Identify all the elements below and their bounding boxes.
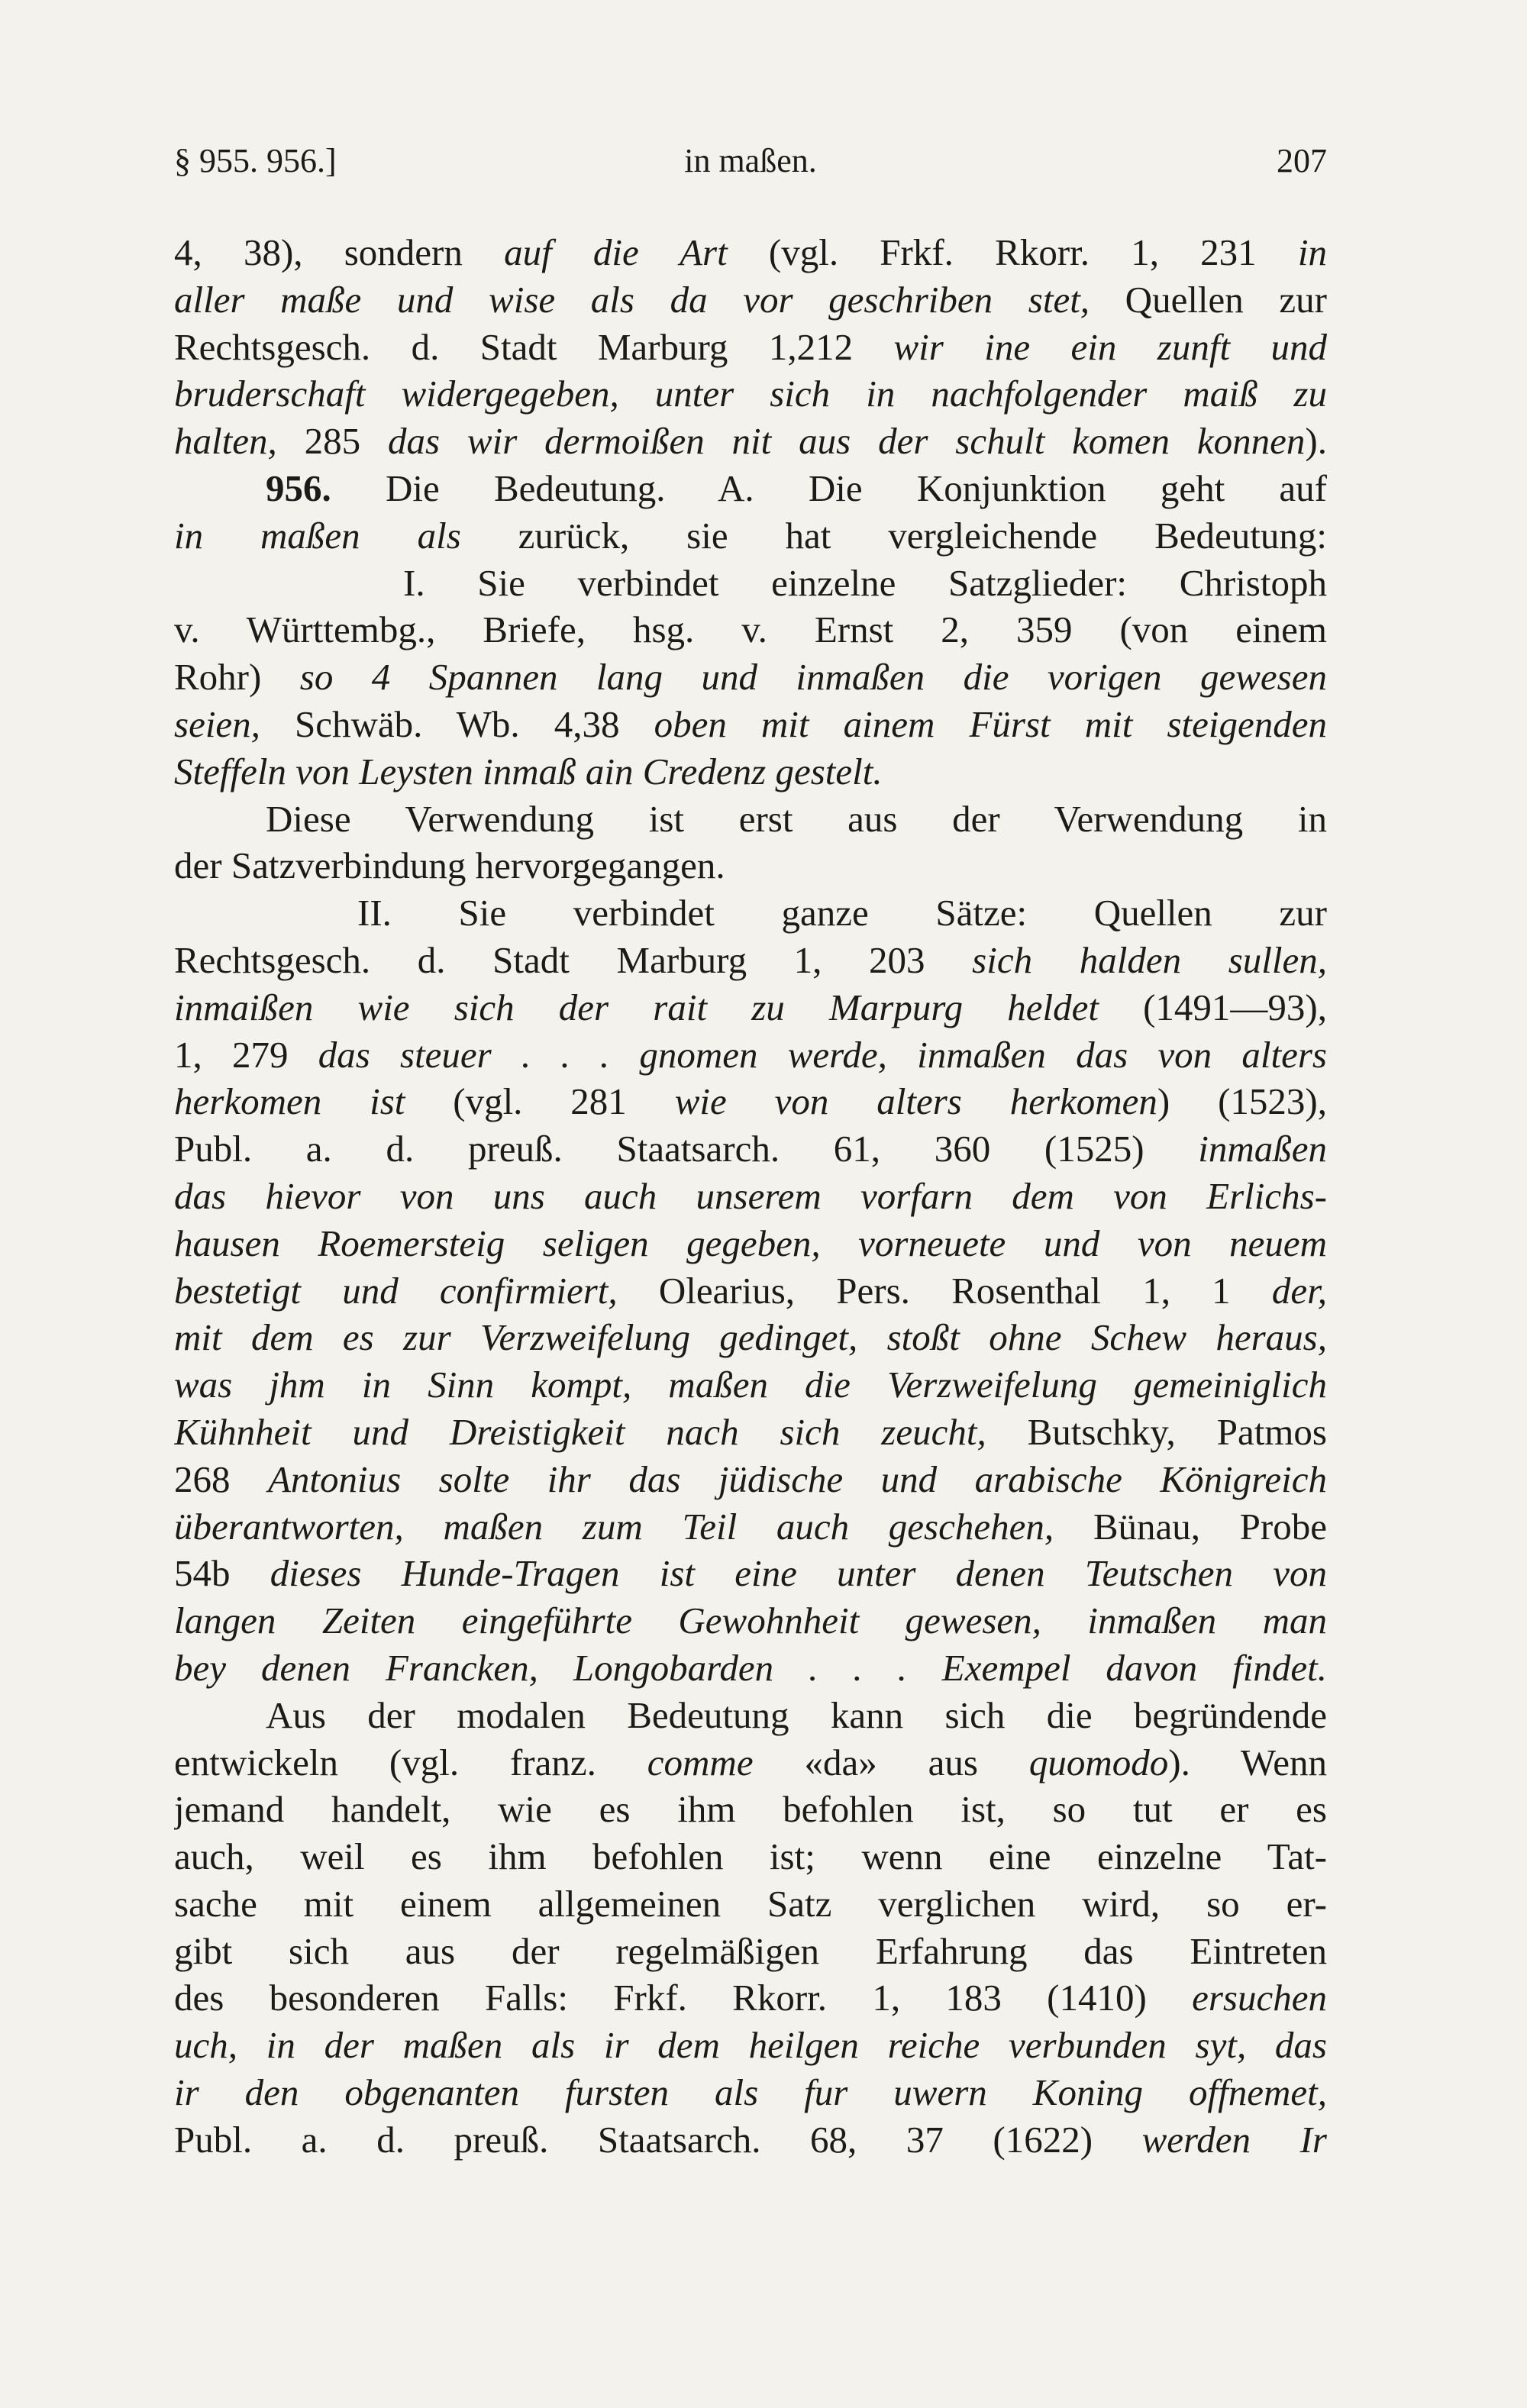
text-run: (1491—93),: [1098, 986, 1327, 1028]
italic-text: in maßen als: [174, 514, 461, 557]
italic-text: halten,: [174, 420, 277, 463]
text-run: II. Sie verbindet ganze Sätze: Quellen zur: [357, 892, 1327, 934]
text-line: [174, 2022, 1327, 2069]
italic-text: bey denen Francken, Longobarden . . . Exempel davon findet.: [174, 1646, 1327, 1689]
text-line: [174, 418, 1327, 465]
text-run: Schwäb. Wb. 4,38: [260, 702, 654, 745]
text-line: [174, 606, 1327, 654]
text-run: ). Wenn: [1168, 1741, 1327, 1783]
text-run: der Satzverbindung hervorgegangen.: [174, 844, 725, 887]
italic-text: Steffeln von Leysten inmaß ain Credenz gestelt.: [174, 750, 883, 792]
text-line: [174, 1833, 1327, 1880]
text-run: Publ. a. d. preuß. Staatsarch. 61, 360 (1525): [174, 1128, 1199, 1170]
text-line: [174, 984, 1327, 1031]
italic-text: ir den obgenanten fursten als fur uwern Koning offnemet,: [174, 2071, 1327, 2114]
text-run: Diese Verwendung ist erst aus der Verwendung in: [266, 797, 1327, 840]
text-line: [174, 1125, 1327, 1173]
text-line: [174, 748, 1327, 796]
text-line: [174, 1078, 1327, 1125]
italic-text: herkomen ist: [174, 1080, 405, 1123]
italic-text: Kühnheit und Dreistigkeit nach sich zeucht,: [174, 1410, 986, 1453]
page-number: 207: [1277, 142, 1327, 179]
text-run: Aus der modalen Bedeutung kann sich die begründende: [266, 1693, 1327, 1736]
italic-text: quomodo: [1028, 1741, 1169, 1783]
text-line: [174, 937, 1327, 984]
text-line: [174, 2069, 1327, 2116]
text-line: [174, 796, 1327, 843]
text-run: Quellen zur: [1090, 278, 1327, 321]
text-line: [174, 1361, 1327, 1409]
text-line: [174, 1928, 1327, 1975]
italic-text: das steuer . . . gnomen werde, inmaßen das von alters: [318, 1033, 1327, 1076]
text-line: [174, 1220, 1327, 1267]
text-run: des besonderen Falls: Frkf. Rkorr. 1, 183 (1410): [174, 1977, 1193, 2019]
text-run: (vgl. Frkf. Rkorr. 1, 231: [727, 231, 1298, 273]
italic-text: in: [1297, 231, 1327, 273]
text-run: Butschky, Patmos: [986, 1410, 1327, 1453]
text-run: ).: [1305, 420, 1327, 463]
text-line: [174, 1974, 1327, 2022]
text-line: [174, 1173, 1327, 1220]
text-run: sache mit einem allgemeinen Satz verglichen wird, so er-: [174, 1882, 1327, 1925]
italic-text: bestetigt und confirmiert,: [174, 1269, 618, 1312]
italic-text: überantworten, maßen zum Teil auch geschehen,: [174, 1505, 1054, 1548]
italic-text: hausen Roemersteig seligen gegeben, vorneuete und von neuem: [174, 1222, 1327, 1264]
text-run: ) (1523),: [1157, 1080, 1327, 1123]
text-run: 285: [276, 420, 388, 463]
text-line: [174, 1786, 1327, 1833]
text-run: (vgl. 281: [405, 1080, 675, 1123]
text-run: Rechtsgesch. d. Stadt Marburg 1,212: [174, 325, 894, 368]
text-line: [174, 1692, 1327, 1739]
text-run: Publ. a. d. preuß. Staatsarch. 68, 37 (1622): [174, 2118, 1142, 2161]
italic-text: sich halden sullen,: [972, 938, 1327, 981]
text-run: «da» aus: [753, 1741, 1029, 1783]
text-line: [174, 842, 1327, 889]
text-line: [174, 1409, 1327, 1456]
italic-text: ersuchen: [1192, 1977, 1327, 2019]
section-reference: § 955. 956.]: [174, 142, 337, 179]
italic-text: dieses Hunde-Tragen ist eine unter denen Teutschen von: [270, 1552, 1327, 1595]
italic-text: das wir dermoißen nit aus der schult komen konnen: [387, 420, 1306, 463]
section-number: 956.: [266, 466, 331, 509]
text-run: Rohr): [174, 656, 300, 699]
text-line: [174, 654, 1327, 701]
text-line: [174, 1503, 1327, 1551]
italic-text: Antonius solte ihr das jüdische und arabische Königreich: [267, 1457, 1327, 1500]
text-line: [174, 1314, 1327, 1361]
text-run: Die Bedeutung. A. Die Konjunktion geht auf: [331, 466, 1327, 509]
text-run: 4, 38), sondern: [174, 231, 505, 273]
italic-text: inmaßen: [1198, 1128, 1327, 1170]
italic-text: der,: [1271, 1269, 1327, 1312]
text-line: [174, 276, 1327, 324]
italic-text: das hievor von uns auch unserem vorfarn dem von Erlichs-: [174, 1174, 1327, 1217]
italic-text: wir ine ein zunft und: [893, 325, 1327, 368]
text-line: [174, 465, 1327, 512]
text-line: [174, 1645, 1327, 1692]
text-line: [174, 1880, 1327, 1928]
text-line: [174, 512, 1327, 560]
italic-text: oben mit ainem Fürst mit steigenden: [654, 702, 1327, 745]
text-run: I. Sie verbindet einzelne Satzglieder: Christoph: [403, 561, 1327, 604]
italic-text: mit dem es zur Verzweifelung gedinget, stoßt ohne Schew heraus,: [174, 1316, 1327, 1359]
italic-text: bruderschaft widergegeben, unter sich in nachfolgender maiß zu: [174, 373, 1327, 415]
text-line: [174, 1739, 1327, 1787]
running-title: in maßen.: [684, 142, 817, 179]
text-run: Rechtsgesch. d. Stadt Marburg 1, 203: [174, 938, 973, 981]
text-line: [174, 560, 1327, 607]
text-run: gibt sich aus der regelmäßigen Erfahrung das Eintreten: [174, 1929, 1327, 1972]
text-run: zurück, sie hat vergleichende Bedeutung:: [460, 514, 1327, 557]
text-line: [174, 1267, 1327, 1315]
italic-text: inmaißen wie sich der rait zu Marpurg heldet: [174, 986, 1099, 1028]
italic-text: comme: [647, 1741, 754, 1783]
text-run: 1, 279: [174, 1033, 318, 1076]
text-line: [174, 1597, 1327, 1645]
text-run: jemand handelt, wie es ihm befohlen ist, so tut er es: [174, 1788, 1327, 1831]
text-line: [174, 229, 1327, 276]
text-run: auch, weil es ihm befohlen ist; wenn eine einzelne Tat-: [174, 1835, 1327, 1878]
text-line: [174, 1031, 1327, 1079]
italic-text: werden Ir: [1141, 2118, 1327, 2161]
italic-text: auf die Art: [504, 231, 728, 273]
italic-text: so 4 Spannen lang und inmaßen die vorigen gewesen: [299, 656, 1327, 699]
text-line: [174, 370, 1327, 418]
text-line: [174, 2116, 1327, 2164]
italic-text: seien,: [174, 702, 260, 745]
text-run: 54b: [174, 1552, 270, 1595]
text-line: [174, 1550, 1327, 1597]
text-run: Olearius, Pers. Rosenthal 1, 1: [617, 1269, 1272, 1312]
text-run: v. Württembg., Briefe, hsg. v. Ernst 2, 359 (von einem: [174, 608, 1327, 651]
text-line: [174, 324, 1327, 371]
body-text: [174, 229, 1327, 2164]
text-run: Bünau, Probe: [1054, 1505, 1327, 1548]
text-line: [174, 701, 1327, 748]
italic-text: wie von alters herkomen: [674, 1080, 1157, 1123]
text-run: entwickeln (vgl. franz.: [174, 1741, 647, 1783]
text-run: 268: [174, 1457, 268, 1500]
text-line: [174, 889, 1327, 937]
text-line: [174, 1456, 1327, 1503]
italic-text: uch, in der maßen als ir dem heilgen reiche verbunden syt, das: [174, 2024, 1327, 2067]
italic-text: langen Zeiten eingeführte Gewohnheit gewesen, inmaßen man: [174, 1599, 1327, 1642]
italic-text: aller maße und wise als da vor geschriben stet,: [174, 278, 1090, 321]
italic-text: was jhm in Sinn kompt, maßen die Verzweifelung gemeiniglich: [174, 1364, 1327, 1406]
running-header: [174, 141, 1327, 187]
